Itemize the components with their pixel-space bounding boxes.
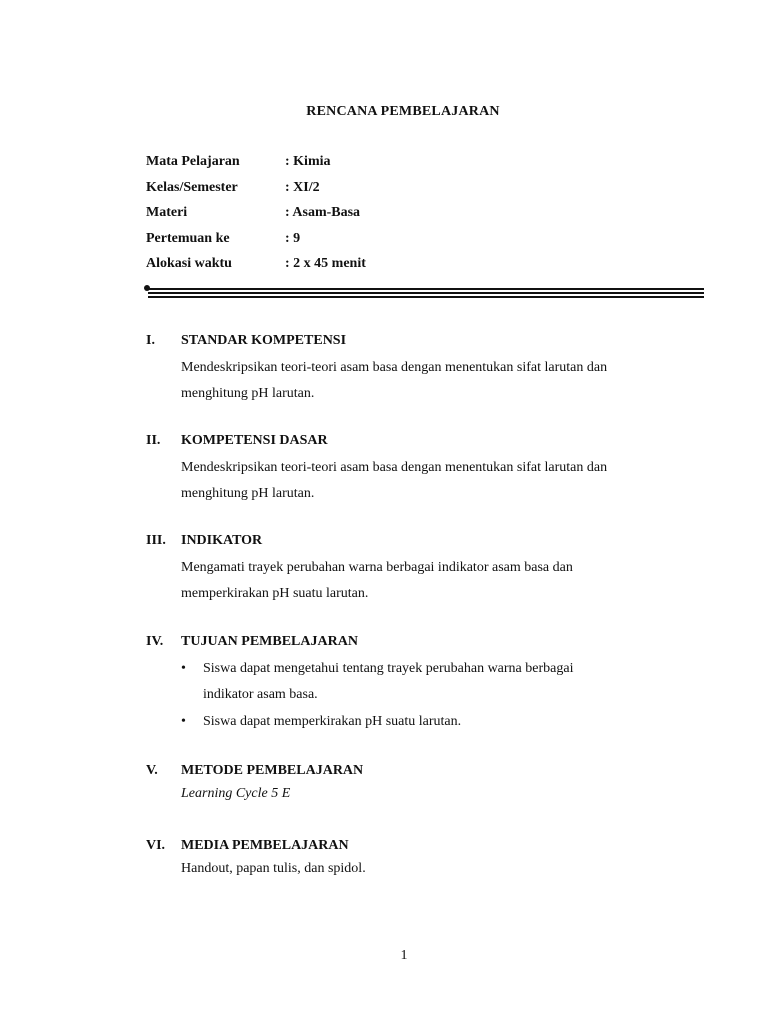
- section-heading: [146, 531, 706, 551]
- section-heading: [146, 632, 706, 652]
- section-body: [181, 781, 706, 807]
- meta-value: : Asam-Basa: [285, 205, 361, 220]
- page-number: 1: [400, 948, 408, 963]
- meta-row: [146, 179, 566, 205]
- section-indikator: [146, 531, 706, 606]
- meta-label: Materi: [146, 205, 188, 220]
- section-title: METODE PEMBELAJARAN: [181, 763, 364, 778]
- meta-row: [146, 153, 566, 179]
- list-item-line: Siswa dapat mengetahui tentang trayek perubahan warna berbagai: [203, 661, 574, 676]
- section-tujuan-pembelajaran: [146, 632, 706, 737]
- body-line: Mendeskripsikan teori-teori asam basa dengan menentukan sifat larutan dan: [181, 360, 608, 375]
- section-title: TUJUAN PEMBELAJARAN: [181, 634, 358, 649]
- section-number: III.: [146, 533, 166, 548]
- meta-label: Pertemuan ke: [146, 230, 230, 246]
- list-item: [181, 656, 706, 707]
- list-item: [181, 709, 706, 735]
- body-line: menghitung pH larutan.: [181, 485, 315, 501]
- section-title: KOMPETENSI DASAR: [181, 433, 328, 448]
- section-kompetensi-dasar: [146, 431, 706, 506]
- section-standar-kompetensi: [146, 331, 706, 406]
- section-heading: [146, 331, 706, 351]
- section-body: [181, 555, 706, 606]
- meta-row: [146, 230, 566, 256]
- meta-value: : XI/2: [285, 179, 320, 195]
- meta-value: : Kimia: [285, 154, 331, 169]
- section-number: I.: [146, 333, 155, 348]
- body-line: Mengamati trayek perubahan warna berbagai indikator asam basa dan: [181, 560, 573, 575]
- meta-label: Alokasi waktu: [146, 256, 232, 271]
- section-number: V.: [146, 763, 158, 778]
- meta-row: [146, 255, 566, 281]
- meta-row: [146, 204, 566, 230]
- section-heading: [146, 761, 706, 781]
- page-title: RENCANA PEMBELAJARAN: [306, 104, 500, 119]
- section-media-pembelajaran: [146, 836, 706, 882]
- section-body: [181, 856, 706, 882]
- section-title: MEDIA PEMBELAJARAN: [181, 838, 349, 853]
- bullet-icon: •: [181, 661, 186, 676]
- section-body: [181, 455, 706, 506]
- section-heading: [146, 431, 706, 451]
- divider-line-middle: [148, 292, 704, 294]
- section-title: INDIKATOR: [181, 533, 263, 548]
- list-item-line: Siswa dapat memperkirakan pH suatu larutan.: [203, 714, 462, 729]
- section-metode-pembelajaran: [146, 761, 706, 807]
- section-number: VI.: [146, 838, 166, 853]
- body-line: Learning Cycle 5 E: [181, 786, 291, 801]
- section-body: [181, 355, 706, 406]
- section-heading: [146, 836, 706, 856]
- list-item-line: indikator asam basa.: [203, 686, 318, 702]
- body-line: memperkirakan pH suatu larutan.: [181, 585, 369, 601]
- goals-list: [181, 656, 706, 735]
- body-line: Mendeskripsikan teori-teori asam basa dengan menentukan sifat larutan dan: [181, 460, 608, 475]
- meta-label: Mata Pelajaran: [146, 154, 240, 169]
- lesson-metadata: [146, 153, 566, 281]
- body-line: Handout, papan tulis, dan spidol.: [181, 861, 366, 876]
- section-number: IV.: [146, 634, 164, 649]
- bullet-icon: •: [181, 714, 186, 729]
- section-title: STANDAR KOMPETENSI: [181, 333, 347, 348]
- divider-line-top: [148, 288, 704, 290]
- body-line: menghitung pH larutan.: [181, 385, 315, 401]
- meta-value: : 2 x 45 menit: [285, 256, 366, 271]
- section-number: II.: [146, 433, 161, 448]
- meta-label: Kelas/Semester: [146, 179, 238, 195]
- meta-value: : 9: [285, 230, 301, 246]
- divider-line-bottom: [148, 296, 704, 298]
